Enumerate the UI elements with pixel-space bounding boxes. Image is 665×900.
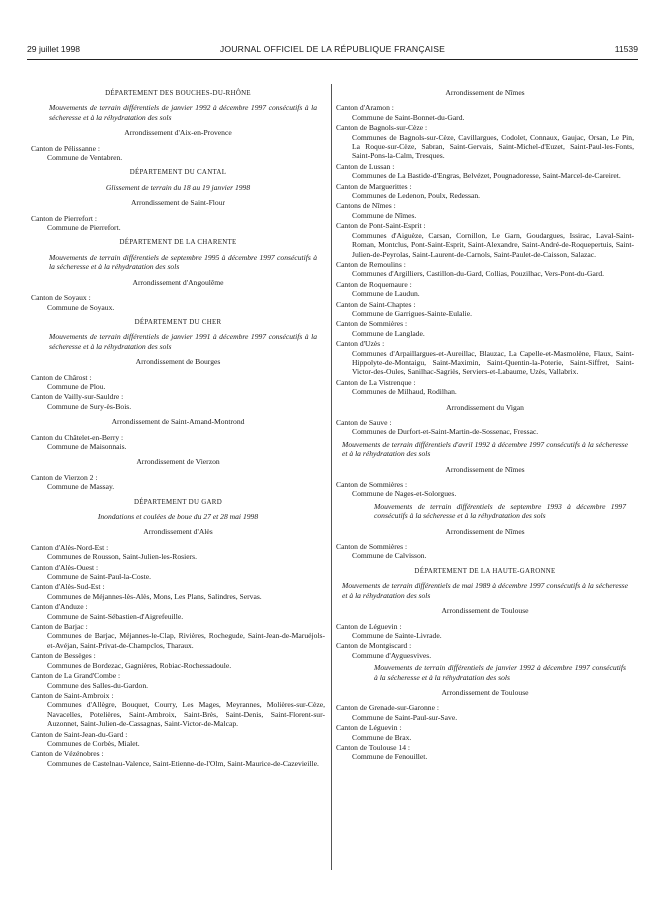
commune-line: Communes d'Arpaillargues-et-Aureillac, Blauzac, La Capelle-et-Masmolène, Flaux, Saint-Hippolyte-de-Montaigu, Saint-Maximin, Saint-Quentin-la-Poterie, Saint-Siffret, Saint-Victor-des-Oules, Sanilhac-Sagriès, Serviers-et-Labaume, Uzès, Vallabrix. (352, 348, 634, 377)
commune-line: Communes de La Bastide-d'Engras, Belvézet, Pougnadoresse, Saint-Marcel-de-Careiret. (352, 171, 621, 181)
header-title: JOURNAL OFFICIEL DE LA RÉPUBLIQUE FRANÇAISE (219, 44, 446, 54)
commune-line: Commune de Sainte-Livrade. (352, 630, 442, 640)
canton-line: Canton de Toulouse 14 : (336, 742, 410, 752)
canton-line: Canton d'Alès-Sud-Est : (31, 582, 105, 592)
commune-line: Communes de Bagnols-sur-Cèze, Cavillargues, Codolet, Connaux, Gaujac, Orsan, Le Pin, La Roque-sur-Cèze, Sabran, Saint-Gervais, Saint-Michel-d'Euzet, Saint-Paul-les-Fonts, Saint-Pons-la-Calm, Tresques. (352, 132, 634, 161)
commune-line: Commune de Calvisson. (352, 551, 427, 561)
event-description: Mouvements de terrain différentiels de janvier 1992 à décembre 1997 consécutifs à la sécheresse et à la réhydratation des sols (374, 663, 626, 682)
column-divider (331, 84, 332, 870)
canton-line: Canton d'Uzès : (336, 339, 385, 349)
canton-line: Canton de Sommières : (336, 480, 408, 490)
commune-line: Commune de Plou. (47, 381, 106, 391)
commune-line: Commune de Saint-Sébastien-d'Aigrefeuille. (47, 611, 184, 621)
commune-line: Commune de Saint-Bonnet-du-Gard. (352, 112, 465, 122)
canton-line: Canton de Sommières : (336, 542, 408, 552)
canton-line: Canton de Sauve : (336, 418, 392, 427)
commune-line: Commune de Massay. (47, 482, 115, 492)
canton-line: Canton de Bessèges : (31, 651, 96, 661)
arrondissement-heading: Arrondissement d'Angoulême (132, 277, 224, 287)
commune-line: Commune de Sury-ès-Bois. (47, 401, 132, 411)
commune-line: Commune de Garrigues-Sainte-Eulalie. (352, 308, 472, 318)
arrondissement-heading: Arrondissement d'Aix-en-Provence (124, 128, 232, 138)
commune-line: Communes de Méjannes-lès-Alès, Mons, Les Plans, Salindres, Servas. (47, 591, 262, 601)
canton-line: Canton de Roquemaure : (336, 279, 412, 289)
commune-line: Communes de Milhaud, Rodilhan. (352, 387, 457, 397)
commune-line: Communes de Bordezac, Gagnières, Robiac-Rochessadoule. (47, 660, 232, 670)
commune-line: Communes de Castelnau-Valence, Saint-Etienne-de-l'Olm, Saint-Maurice-de-Cazevieille. (47, 758, 319, 768)
commune-line: Communes de Ledenon, Poulx, Redessan. (352, 191, 481, 201)
canton-line: Canton de Lussan : (336, 161, 395, 171)
canton-line: Cantons de Nîmes : (336, 201, 396, 211)
canton-line: Canton de Bagnols-sur-Cèze : (336, 123, 428, 133)
header-date: 29 juillet 1998 (27, 44, 81, 54)
commune-line: Commune de Nîmes. (352, 210, 417, 220)
commune-line: Commune de Nages-et-Solorgues. (352, 489, 457, 499)
arrondissement-heading: Arrondissement de Saint-Flour (130, 198, 226, 208)
arrondissement-heading: Arrondissement de Toulouse (441, 687, 529, 697)
canton-line: Canton de Saint-Ambroix : (31, 690, 114, 700)
canton-line: Canton de Vailly-sur-Sauldre : (31, 392, 124, 402)
arrondissement-heading: Arrondissement de Nîmes (445, 88, 525, 97)
commune-line: Communes de Barjac, Méjannes-le-Clap, Rivières, Rochegude, Saint-Jean-de-Maruéjols-et-Avéjan, Saint-Privat-de-Champclos, Tharaux. (47, 631, 325, 650)
canton-line: Canton d'Anduze : (31, 602, 88, 612)
commune-line: Commune de Langlade. (352, 328, 425, 338)
event-description: Mouvements de terrain différentiels de janvier 1991 à décembre 1997 consécutifs à la sécheresse et à la réhydratation des sols (49, 332, 317, 351)
canton-line: Canton de Montgiscard : (336, 641, 412, 651)
event-description: Mouvements de terrain différentiels de janvier 1992 à décembre 1997 consécutifs à la sécheresse et à la réhydratation des sols (49, 103, 317, 122)
department-heading: DÉPARTEMENT DU CANTAL (129, 169, 227, 177)
department-heading: DÉPARTEMENT DE LA CHARENTE (119, 239, 237, 247)
commune-line: Communes de Corbès, Mialet. (47, 738, 140, 748)
commune-line: Commune de Saint-Paul-la-Coste. (47, 572, 151, 582)
canton-line: Canton de Pélissanne : (31, 143, 100, 153)
canton-line: Canton d'Aramon : (336, 103, 394, 113)
commune-line: Commune de Saint-Paul-sur-Save. (352, 712, 458, 722)
canton-line: Canton de Vézénobres : (31, 749, 104, 759)
canton-line: Canton de Saint-Chaptes : (336, 299, 416, 309)
department-heading: DÉPARTEMENT DU GARD (134, 498, 222, 506)
commune-line: Communes d'Argilliers, Castillon-du-Gard, Collias, Pouzilhac, Vers-Pont-du-Gard. (352, 269, 605, 279)
canton-line: Canton de Chârost : (31, 372, 92, 382)
event-description: Glissement de terrain du 18 au 19 janvier 1998 (105, 182, 251, 192)
arrondissement-heading: Arrondissement de Nîmes (445, 464, 525, 474)
canton-line: Canton de Saint-Jean-du-Gard : (31, 729, 128, 739)
commune-line: Communes d'Aiguèze, Carsan, Cornillon, Le Garn, Goudargues, Issirac, Laval-Saint-Roman, Montclus, Pont-Saint-Esprit, Saint-Alexandre, Saint-André-de-Roquepertuis, Saint-Julien-de-Peyrolas, Saint-Laurent-de-Carnols, Saint-Paulet-de-Caisson, Salazac. (352, 230, 634, 259)
canton-line: Canton de Vierzon 2 : (31, 472, 98, 482)
arrondissement-heading: Arrondissement de Toulouse (441, 606, 529, 616)
header-rule (27, 59, 638, 60)
arrondissement-heading: Arrondissement du Vigan (446, 402, 524, 412)
canton-line: Canton d'Alès-Nord-Est : (31, 542, 109, 552)
event-description: Mouvements de terrain différentiels de septembre 1995 à décembre 1997 consécutifs à la sécheresse et à la réhydratation des sols (49, 252, 317, 272)
canton-line: Canton de Barjac : (31, 622, 88, 632)
event-description: Mouvements de terrain différentiels d'avril 1992 à décembre 1997 consécutifs à la sécheresse et à la réhydratation des sols (342, 439, 628, 459)
arrondissement-heading: Arrondissement de Nîmes (445, 526, 525, 536)
canton-line: Canton de Pierrefort : (31, 213, 98, 223)
commune-line: Communes d'Allègre, Bouquet, Courry, Les Mages, Meyrannes, Molières-sur-Cèze, Navacelles, Potelières, Saint-Ambroix, Saint-Brès, Saint-Denis, Saint-Florent-sur-Auzonnet, Saint-Julien-de-Cassagnas, Saint-Victor-de-Malcap. (47, 700, 325, 729)
commune-line: Commune de Soyaux. (47, 302, 115, 312)
canton-line: Canton de La Grand'Combe : (31, 671, 121, 681)
canton-line: Canton de Léguevin : (336, 723, 402, 733)
commune-line: Commune de Brax. (352, 732, 412, 742)
canton-line: Canton de Sommières : (336, 319, 408, 329)
commune-line: Commune des Salles-du-Gardon. (47, 680, 149, 690)
canton-line: Canton de Léguevin : (336, 621, 402, 631)
canton-line: Canton du Châtelet-en-Berry : (31, 432, 124, 442)
commune-line: Commune de Ventabren. (47, 153, 123, 163)
canton-line: Canton de La Vistrenque : (336, 377, 416, 387)
header-page-number: 11539 (614, 44, 638, 54)
commune-line: Commune de Pierrefort. (47, 223, 121, 233)
department-heading: DÉPARTEMENT DU CHER (134, 318, 222, 326)
arrondissement-heading: Arrondissement de Vierzon (136, 457, 220, 467)
commune-line: Communes de Rousson, Saint-Julien-les-Rosiers. (47, 552, 197, 562)
right-column (336, 88, 634, 763)
arrondissement-heading: Arrondissement de Saint-Amand-Montrond (111, 417, 245, 427)
canton-line: Canton de Grenade-sur-Garonne : (336, 703, 439, 713)
event-description: Inondations et coulées de boue du 27 et 28 mai 1998 (97, 512, 259, 521)
canton-line: Canton de Pont-Saint-Esprit : (336, 221, 426, 231)
commune-line: Commune de Fenouillet. (352, 752, 428, 762)
department-heading: DÉPARTEMENT DES BOUCHES-DU-RHÔNE (105, 90, 251, 97)
commune-line: Commune d'Ayguesvives. (352, 650, 432, 660)
commune-line: Communes de Durfort-et-Saint-Martin-de-Sossenac, Fressac. (352, 427, 539, 437)
canton-line: Canton de Remoulins : (336, 259, 406, 269)
left-column (31, 88, 325, 769)
commune-line: Commune de Maisonnais. (47, 441, 127, 451)
department-heading: DÉPARTEMENT DE LA HAUTE-GARONNE (414, 567, 556, 575)
canton-line: Canton de Soyaux : (31, 293, 91, 303)
arrondissement-heading: Arrondissement d'Alès (143, 527, 213, 537)
event-description: Mouvements de terrain différentiels de septembre 1993 à décembre 1997 consécutifs à la sécheresse et à la réhydratation des sols (374, 501, 626, 521)
arrondissement-heading: Arrondissement de Bourges (135, 357, 221, 367)
canton-line: Canton d'Alès-Ouest : (31, 562, 99, 572)
event-description: Mouvements de terrain différentiels de mai 1989 à décembre 1997 consécutifs à la sécheresse et à la réhydratation des sols (342, 581, 628, 600)
page-header (27, 44, 638, 58)
commune-line: Commune de Laudun. (352, 289, 420, 299)
canton-line: Canton de Marguerittes : (336, 181, 412, 191)
